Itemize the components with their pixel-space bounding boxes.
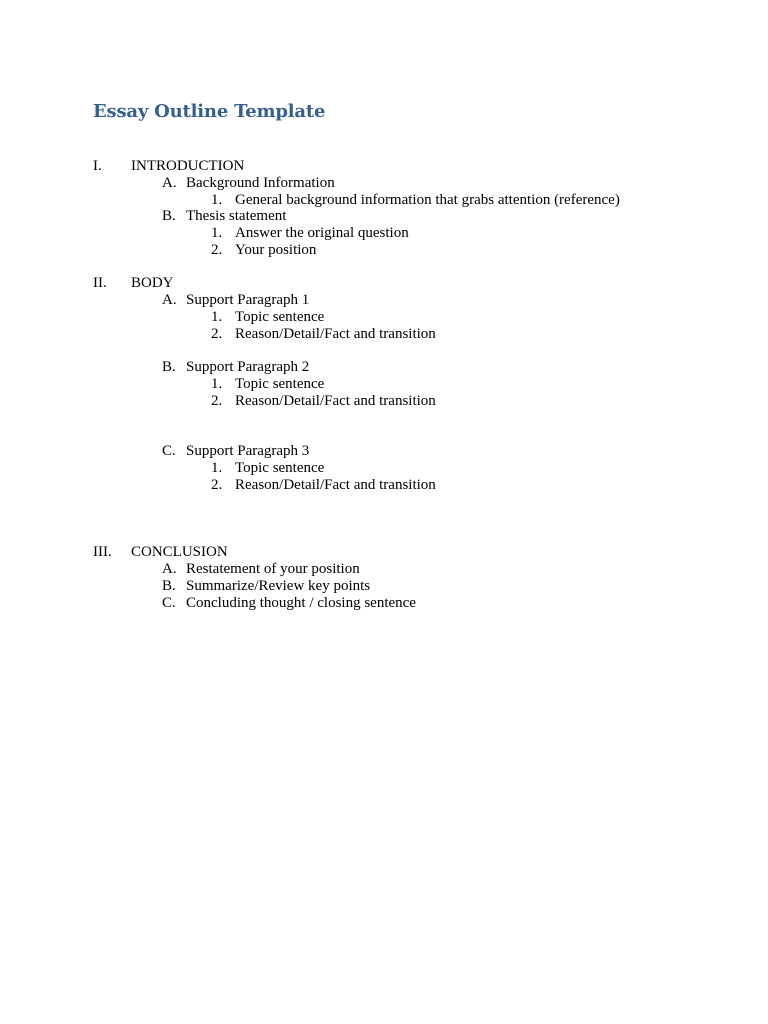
item-letter: B. bbox=[162, 359, 176, 375]
subitem-text: Reason/Detail/Fact and transition bbox=[235, 326, 436, 342]
item-letter: B. bbox=[162, 208, 176, 224]
section-heading: CONCLUSION bbox=[131, 544, 228, 560]
item-letter: A. bbox=[162, 561, 177, 577]
subitem-number: 1. bbox=[211, 225, 223, 241]
section-numeral: I. bbox=[93, 158, 102, 174]
subitem-text: Reason/Detail/Fact and transition bbox=[235, 477, 436, 493]
item-text: Summarize/Review key points bbox=[186, 578, 371, 594]
subitem-number: 2. bbox=[211, 242, 223, 258]
item-letter: A. bbox=[162, 292, 177, 308]
item-letter: A. bbox=[162, 175, 177, 191]
section-numeral: II. bbox=[93, 275, 107, 291]
document-title: Essay Outline Template bbox=[93, 101, 326, 122]
subitem-text: Your position bbox=[235, 242, 317, 258]
subitem-number: 2. bbox=[211, 477, 223, 493]
section-heading: BODY bbox=[131, 275, 174, 291]
item-text: Concluding thought / closing sentence bbox=[186, 595, 416, 611]
item-text: Thesis statement bbox=[186, 208, 287, 224]
item-letter: C. bbox=[162, 443, 176, 459]
subitem-text: Topic sentence bbox=[235, 309, 325, 325]
item-letter: B. bbox=[162, 578, 176, 594]
subitem-text: Answer the original question bbox=[235, 225, 409, 241]
item-letter: C. bbox=[162, 595, 176, 611]
subitem-number: 2. bbox=[211, 326, 223, 342]
section-numeral: III. bbox=[93, 544, 112, 560]
subitem-number: 1. bbox=[211, 460, 223, 476]
subitem-text: General background information that grabs attention (reference) bbox=[235, 192, 620, 208]
subitem-text: Reason/Detail/Fact and transition bbox=[235, 393, 436, 409]
section-heading: INTRODUCTION bbox=[131, 158, 245, 174]
subitem-text: Topic sentence bbox=[235, 460, 325, 476]
item-text: Support Paragraph 1 bbox=[186, 292, 310, 308]
subitem-number: 1. bbox=[211, 192, 223, 208]
item-text: Support Paragraph 2 bbox=[186, 359, 310, 375]
subitem-number: 2. bbox=[211, 393, 223, 409]
subitem-text: Topic sentence bbox=[235, 376, 325, 392]
item-text: Background Information bbox=[186, 175, 335, 191]
subitem-number: 1. bbox=[211, 376, 223, 392]
subitem-number: 1. bbox=[211, 309, 223, 325]
item-text: Support Paragraph 3 bbox=[186, 443, 310, 459]
item-text: Restatement of your position bbox=[186, 561, 360, 577]
